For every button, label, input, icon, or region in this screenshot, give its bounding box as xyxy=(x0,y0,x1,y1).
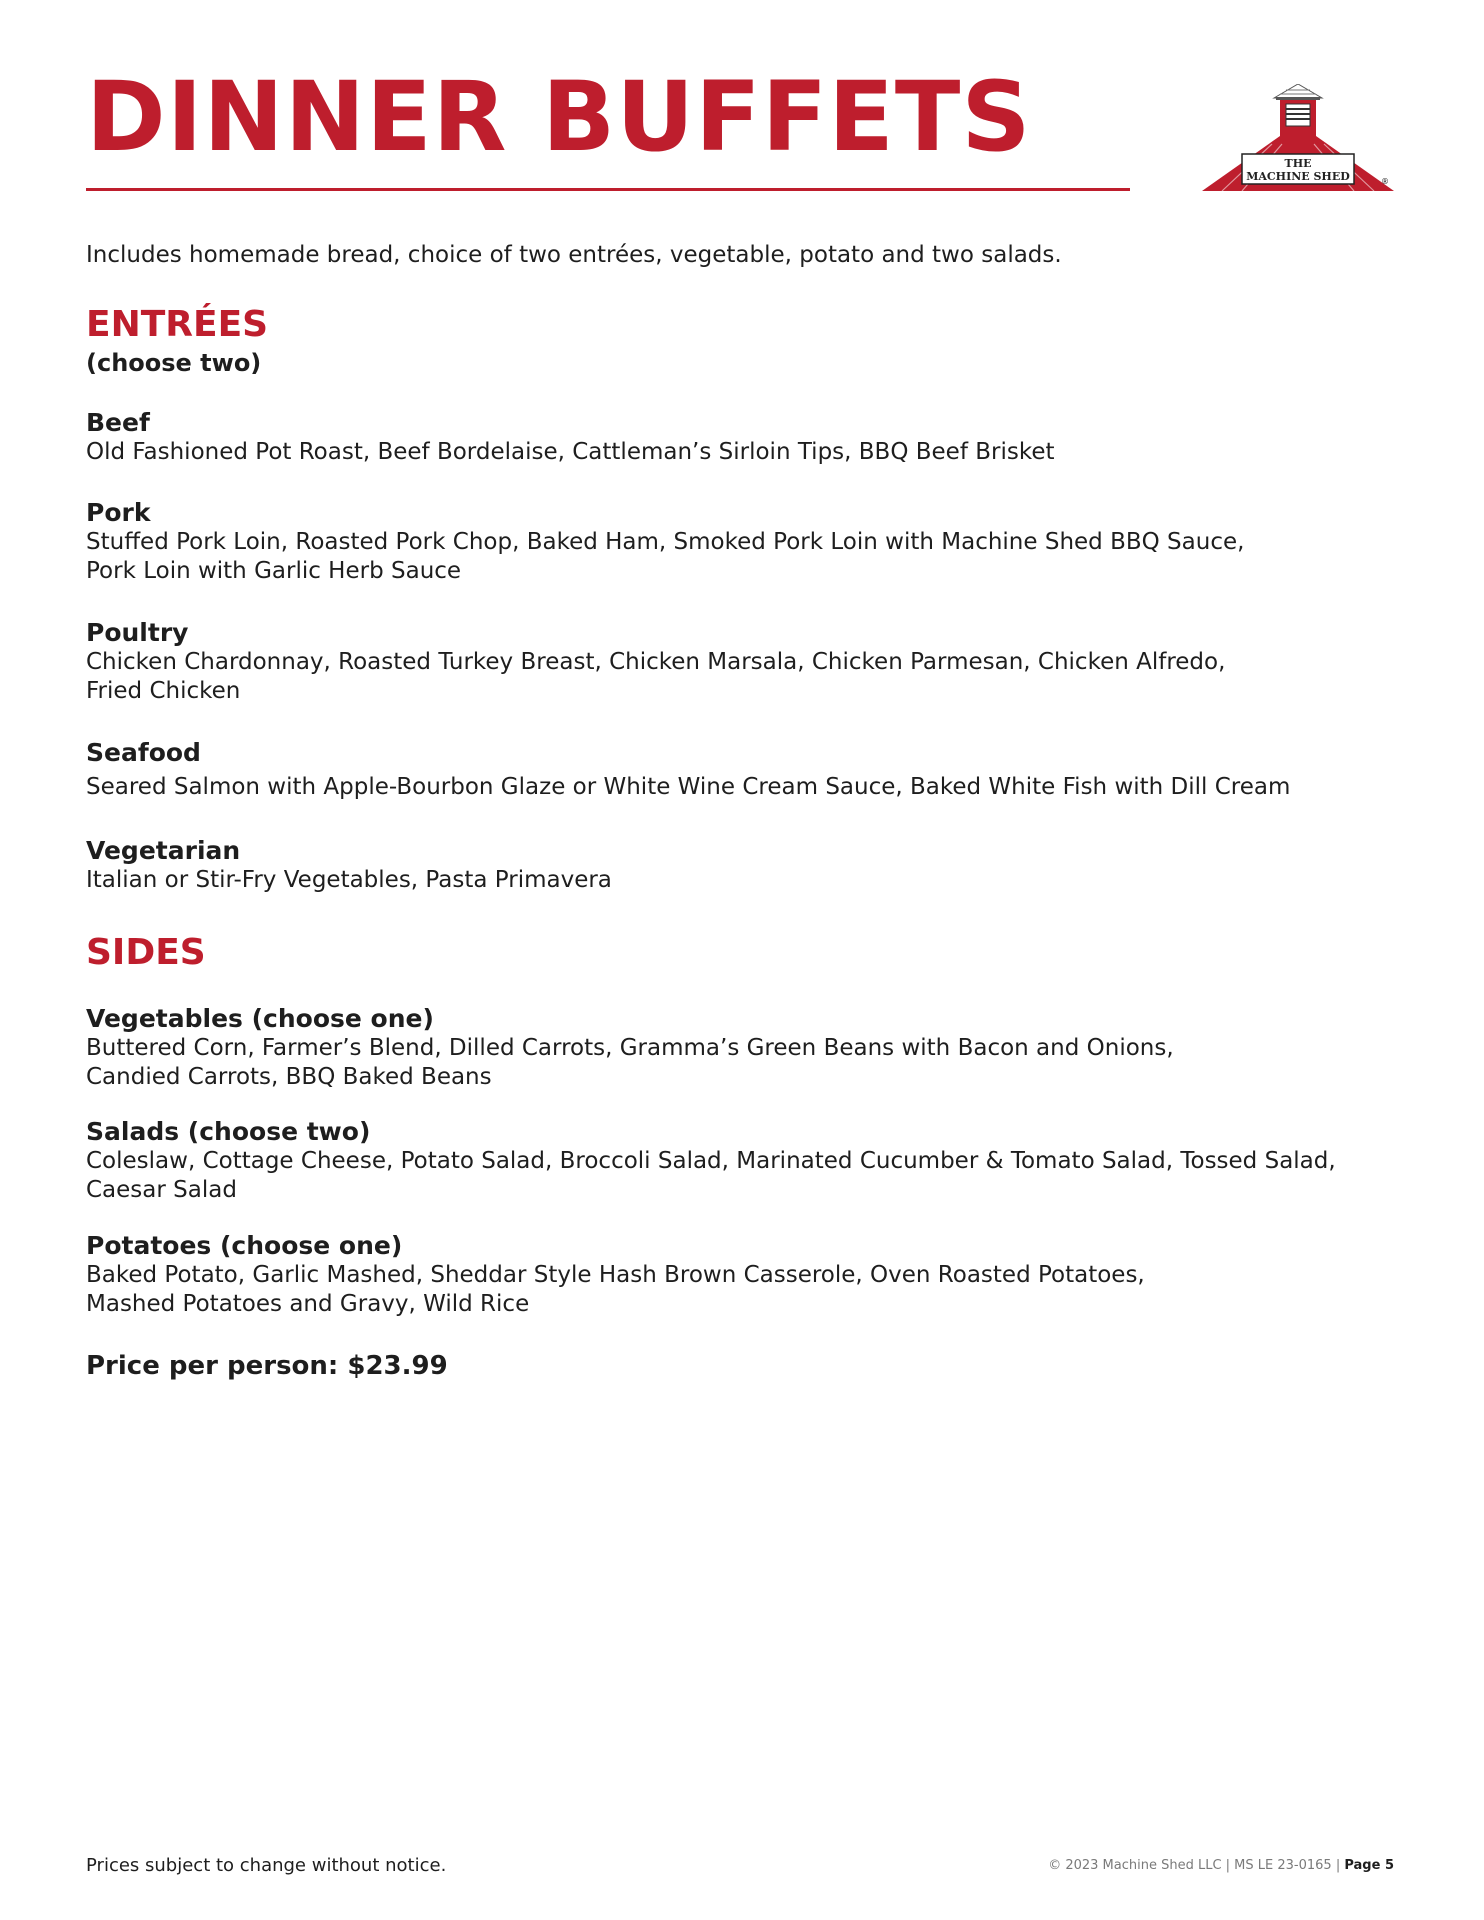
group-label: Vegetarian xyxy=(86,836,241,865)
group-label: Potatoes (choose one) xyxy=(86,1231,403,1260)
group-items: Fried Chicken xyxy=(86,678,241,704)
group-items: Seared Salmon with Apple-Bourbon Glaze or White Wine Cream Sauce, Baked White Fish with Dill Cream xyxy=(86,774,1291,800)
side-group-potatoes xyxy=(86,1231,1406,1319)
group-items: Candied Carrots, BBQ Baked Beans xyxy=(86,1064,492,1090)
group-items: Baked Potato, Garlic Mashed, Sheddar Style Hash Brown Casserole, Oven Roasted Potatoes, xyxy=(86,1262,1145,1288)
group-items: Buttered Corn, Farmer’s Blend, Dilled Carrots, Gramma’s Green Beans with Bacon and Onions, xyxy=(86,1035,1174,1061)
sides-heading: SIDES xyxy=(86,932,206,973)
logo-cupola-roof xyxy=(1274,84,1322,98)
group-items: Pork Loin with Garlic Herb Sauce xyxy=(86,558,462,584)
entrees-heading: ENTRÉES xyxy=(86,304,269,345)
group-label: Beef xyxy=(86,408,150,437)
svg-text:MACHINE SHED: MACHINE SHED xyxy=(1246,170,1350,183)
entrees-subheading: (choose two) xyxy=(86,349,262,377)
copyright-text: © 2023 Machine Shed LLC | MS LE 23-0165 | xyxy=(1048,1858,1345,1873)
title-divider xyxy=(86,188,1130,191)
group-items: Italian or Stir-Fry Vegetables, Pasta Primavera xyxy=(86,867,612,893)
group-items: Caesar Salad xyxy=(86,1177,237,1203)
group-label: Vegetables (choose one) xyxy=(86,1004,434,1033)
footer-copyright xyxy=(1048,1857,1394,1875)
intro-text: Includes homemade bread, choice of two entrées, vegetable, potato and two salads. xyxy=(86,242,1062,268)
svg-text:THE: THE xyxy=(1284,157,1312,170)
side-group-vegetables xyxy=(86,1004,1406,1092)
group-label: Salads (choose two) xyxy=(86,1117,371,1146)
entree-group-seafood xyxy=(86,738,1406,802)
price-per-person: Price per person: $23.99 xyxy=(86,1351,448,1381)
side-group-salads xyxy=(86,1117,1406,1205)
group-items: Stuffed Pork Loin, Roasted Pork Chop, Baked Ham, Smoked Pork Loin with Machine Shed BBQ Sauce, xyxy=(86,529,1245,555)
machine-shed-logo xyxy=(1202,84,1394,194)
page-number: Page 5 xyxy=(1344,1858,1394,1873)
group-label: Seafood xyxy=(86,738,201,767)
entree-group-poultry xyxy=(86,618,1406,706)
group-items: Chicken Chardonnay, Roasted Turkey Breast, Chicken Marsala, Chicken Parmesan, Chicken Alfredo, xyxy=(86,649,1226,675)
svg-text:®: ® xyxy=(1381,177,1389,186)
group-items: Mashed Potatoes and Gravy, Wild Rice xyxy=(86,1291,530,1317)
group-label: Poultry xyxy=(86,618,189,647)
page-title: DINNER BUFFETS xyxy=(86,61,1032,173)
group-items: Coleslaw, Cottage Cheese, Potato Salad, Broccoli Salad, Marinated Cucumber & Tomato Salad, Tossed Salad, xyxy=(86,1148,1336,1174)
entree-group-beef xyxy=(86,408,1406,467)
price-disclaimer: Prices subject to change without notice. xyxy=(86,1855,447,1876)
group-label: Pork xyxy=(86,498,151,527)
group-items: Old Fashioned Pot Roast, Beef Bordelaise, Cattleman’s Sirloin Tips, BBQ Beef Brisket xyxy=(86,439,1055,465)
entree-group-pork xyxy=(86,498,1406,586)
entree-group-vegetarian xyxy=(86,836,1406,895)
